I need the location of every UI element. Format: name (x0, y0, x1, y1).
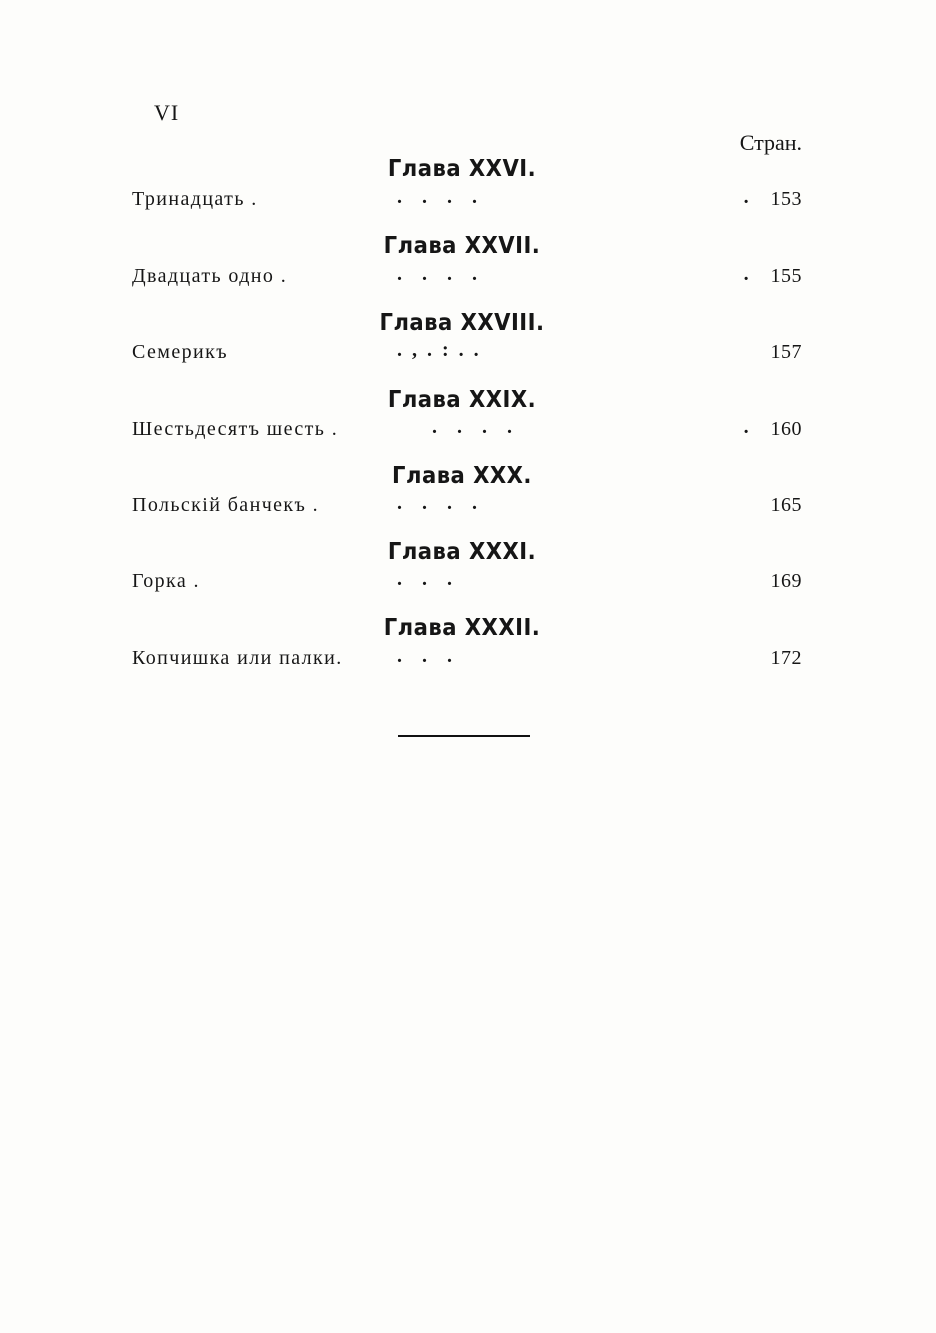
toc-entry[interactable] (132, 188, 802, 214)
toc-entry-title: Тринадцать . (132, 188, 258, 210)
toc-page-number: 155 (770, 265, 802, 287)
dot-leader: . . . . (397, 492, 477, 514)
toc-page-number: 169 (770, 570, 802, 592)
lead-dot: . (743, 416, 750, 438)
toc-entry-title: Семерикъ (132, 341, 228, 363)
toc-page-number: 172 (770, 647, 802, 669)
chapter-heading: Глава XXIX. (387, 387, 537, 413)
toc-entry[interactable] (132, 418, 802, 444)
lead-dot: . (743, 263, 750, 285)
dot-leader: . , . : . . (397, 339, 479, 361)
toc-entry[interactable] (132, 494, 802, 520)
toc-entry-title: Горка . (132, 570, 200, 592)
chapter-heading: Глава XXVI. (387, 156, 537, 182)
toc-page-number: 165 (770, 494, 802, 516)
chapter-heading: Глава XXXII. (383, 615, 541, 641)
chapter-heading: Глава XXX. (392, 463, 532, 489)
toc-entry[interactable] (132, 570, 802, 596)
toc-entry-title: Шестьдесятъ шесть . (132, 418, 339, 440)
closing-rule (398, 735, 530, 737)
toc-entry-title: Копчишка или палки. (132, 647, 343, 669)
toc-page-number: 157 (770, 341, 802, 363)
toc-page-number: 153 (770, 188, 802, 210)
page-number: VI (154, 100, 180, 125)
dot-leader: . . . (397, 645, 452, 667)
chapter-heading: Глава XXVIII. (379, 310, 545, 336)
toc-page-number: 160 (770, 418, 802, 440)
dot-leader: . . . . (397, 186, 477, 208)
dot-leader: . . . . (432, 416, 512, 438)
dot-leader: . . . . (397, 263, 477, 285)
toc-entry[interactable] (132, 647, 802, 673)
dot-leader: . . . (397, 568, 452, 590)
page-column-header: Стран. (739, 130, 802, 155)
chapter-heading: Глава XXVII. (383, 233, 541, 259)
lead-dot: . (743, 186, 750, 208)
chapter-heading: Глава XXXI. (387, 539, 537, 565)
toc-entry[interactable] (132, 265, 802, 291)
toc-entry-title: Двадцать одно . (132, 265, 288, 287)
toc-entry-title: Польскій банчекъ . (132, 494, 320, 516)
toc-entry[interactable] (132, 341, 802, 367)
